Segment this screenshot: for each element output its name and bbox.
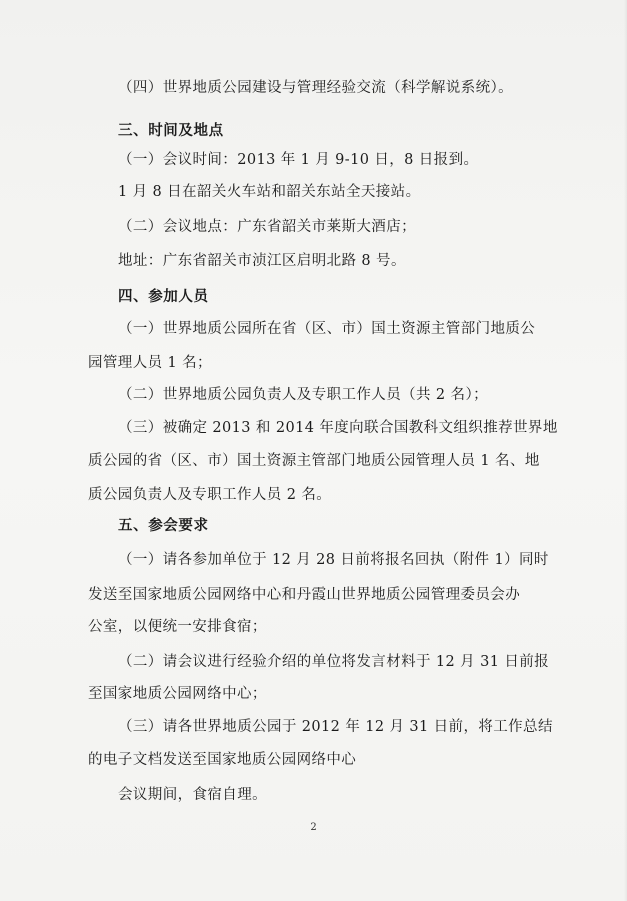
section-heading-time-place: 三、时间及地点: [118, 123, 224, 139]
requirements-item-3-line-1: （三）请各世界地质公园于 2012 年 12 月 31 日前，将工作总结: [118, 719, 553, 735]
section-heading-requirements: 五、参会要求: [118, 518, 209, 534]
meeting-venue: （二）会议地点：广东省韶关市莱斯大酒店；: [118, 219, 416, 235]
requirements-item-1-line-3: 公室，以便统一安排食宿；: [88, 619, 267, 635]
requirements-item-3-line-2: 的电子文档发送至国家地质公园网络中心: [88, 752, 357, 768]
page-number: 2: [310, 822, 317, 833]
requirements-item-1-line-2: 发送至国家地质公园网络中心和丹霞山世界地质公园管理委员会办: [88, 587, 521, 603]
requirements-item-2-line-2: 至国家地质公园网络中心；: [88, 686, 267, 702]
participants-item-3-line-1: （三）被确定 2013 和 2014 年度向联合国教科文组织推荐世界地: [118, 420, 558, 436]
item-4-exchange: （四）世界地质公园建设与管理经验交流（科学解说系统）。: [118, 80, 514, 96]
participants-item-3-line-2: 质公园的省（区、市）国土资源主管部门地质公园管理人员 1 名、地: [88, 453, 540, 469]
meeting-time: （一）会议时间：2013 年 1 月 9-10 日，8 日报到。: [118, 152, 479, 168]
accommodation-note: 会议期间，食宿自理。: [118, 787, 267, 803]
venue-address: 地址：广东省韶关市浈江区启明北路 8 号。: [118, 253, 406, 269]
participants-item-1-line-1: （一）世界地质公园所在省（区、市）国土资源主管部门地质公: [118, 321, 536, 337]
participants-item-2: （二）世界地质公园负责人及专职工作人员（共 2 名）；: [118, 387, 488, 403]
participants-item-3-line-3: 质公园负责人及专职工作人员 2 名。: [88, 487, 332, 503]
section-heading-participants: 四、参加人员: [118, 289, 209, 305]
requirements-item-1-line-1: （一）请各参加单位于 12 月 28 日前将报名回执（附件 1）同时: [118, 552, 549, 568]
requirements-item-2-line-1: （二）请会议进行经验介绍的单位将发言材料于 12 月 31 日前报: [118, 654, 550, 670]
pickup-note: 1 月 8 日在韶关火车站和韶关东站全天接站。: [118, 184, 421, 200]
participants-item-1-line-2: 园管理人员 1 名；: [88, 355, 212, 371]
